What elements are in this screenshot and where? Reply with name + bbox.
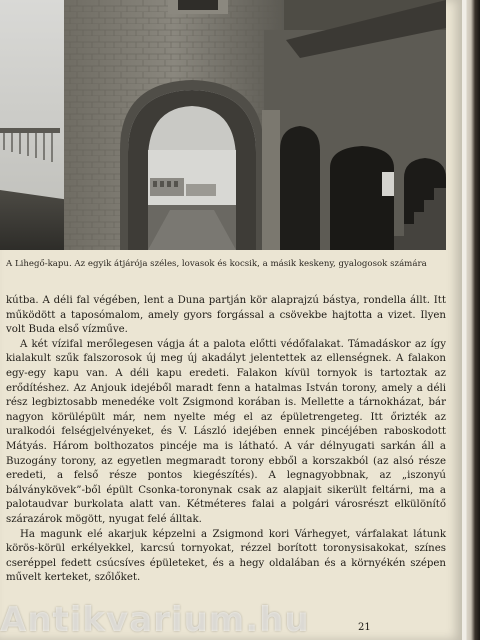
book-edge xyxy=(462,0,480,640)
paragraph: A két vízifal merőlegesen vágja át a palota előtti védőfalakat. Támadáskor az így kialakult szűk falszorosok új meg új akadályt jelentettek az ellenségnek. A falakon egy-egy kapu van. A déli kapu eredeti. Falakon kívül tornyok is tartoztak az erődítéshez. Az Anjouk idejéből maradt fenn a hatalmas István torony, amely a déli rész legbiztosabb menedéke volt Zsigmond korában is. Mellette a tárnokházat, bár nagyon körülépült már, nem nyelte még el az épületrengeteg. Itt őrizték az uralkodói felségjelvényeket, és V. László idejében ennek pincéjében raboskodott Mátyás. Három bolthozatos pincéje ma is látható. A vár délnyugati sarkán áll a Buzogány torony, az egyetlen megmaradt torony ebből a korszakból (az alsó része eredeti, a felső része pontos kiegészítés). A legnagyobbnak, az „iszonyú bálványkövek”-ből épült Csonka-toronynak csak az alapjait sikerült feltárni, ma a palotaudvar burkolata alatt van. Kétméteres falai a polgári városrészt elkülönítő szárazárok mögött, nyugat felé álltak. xyxy=(6,338,446,525)
watermark: Antikvarium.hu xyxy=(0,600,310,640)
paragraph: kútba. A déli fal végében, lent a Duna partján kör alaprajzú bástya, rondella állt. Itt működött a taposómalom, amely gyors forgással a csövekbe hajtotta a vizet. Ilyen volt Buda első vízműve. xyxy=(6,295,446,336)
page-number: 21 xyxy=(358,622,371,633)
paragraph: Ha magunk elé akarjuk képzelni a Zsigmond kori Várhegyet, várfalakat látunk körös-körül erkélyekkel, karcsú tornyokat, rézzel borított toronysisakokat, színes cseréppel fedett csúcsíves épületeket, és a hegy oldalában és a környékén szépen művelt kerteket, szőlőket. xyxy=(6,528,446,584)
gate-photo-illustration xyxy=(0,0,446,250)
photo-caption: A Lihegő-kapu. Az egyik átjárója széles, lovasok és kocsik, a másik keskeny, gyalogosok számára xyxy=(6,259,427,269)
body-text xyxy=(6,294,446,586)
gate-photograph xyxy=(0,0,446,250)
